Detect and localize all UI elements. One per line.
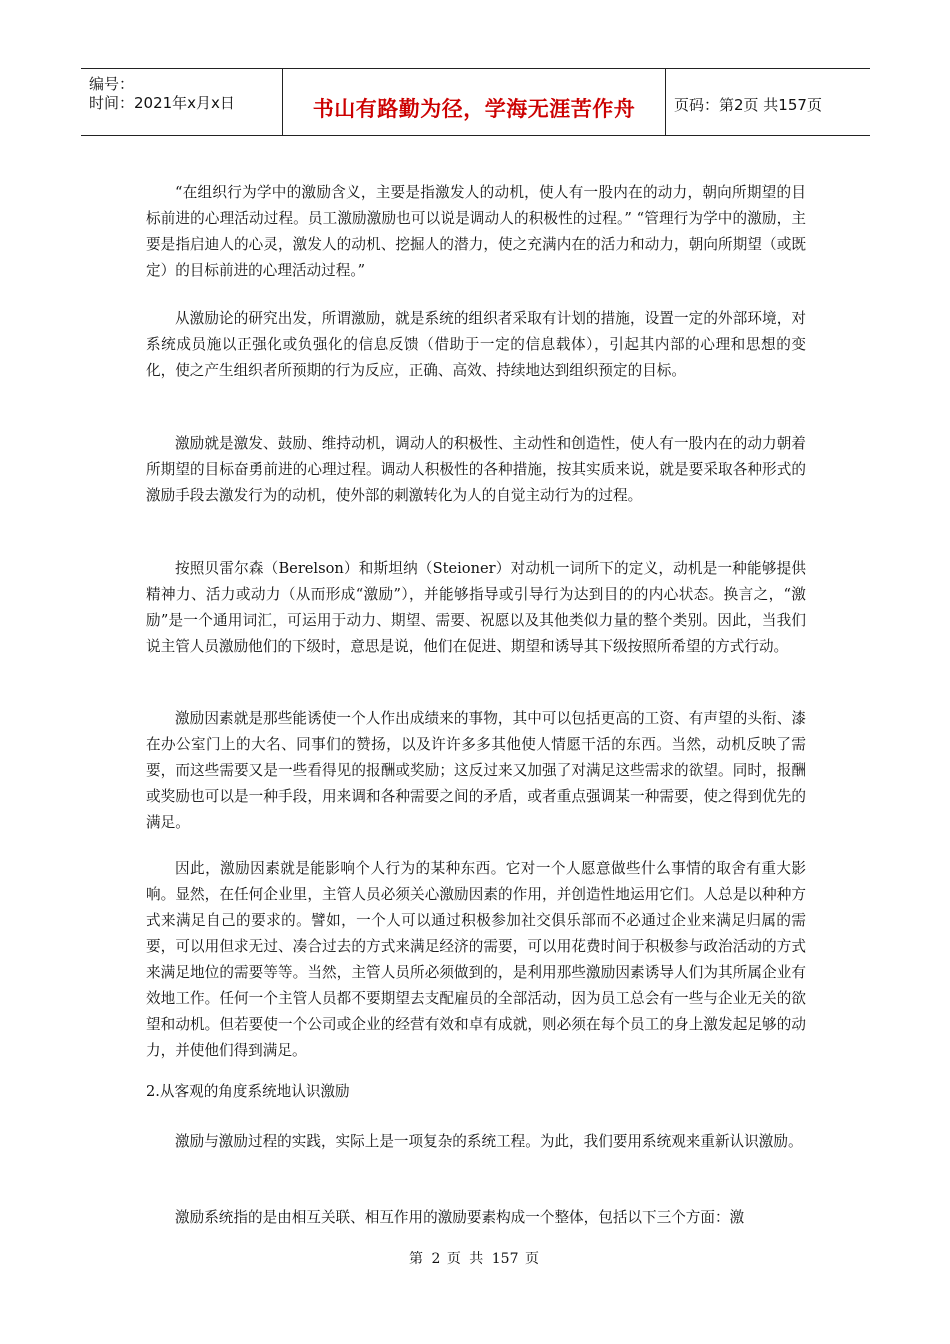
header-motto: 书山有路勤为径，学海无涯苦作舟 — [312, 97, 636, 121]
page-footer — [0, 1248, 950, 1268]
page-header — [81, 68, 870, 136]
body-paragraph: 按照贝雷尔森（Berelson）和斯坦纳（Steioner）对动机一词所下的定义，动机是一种能够提供精神力、活力或动力（从而形成“激励”），并能够指导或引导行为达到目的的内心状态。换言之，“激励”是一个通用词汇，可运用于动力、期望、需要、祝愿以及其他类似力量的整个类别。因此，当我们说主管人员激励他们的下级时，意思是说，他们在促进、期望和诱导其下级按照所希望的方式行动。 — [146, 560, 806, 655]
footer-prefix: 第 — [409, 1251, 426, 1267]
header-page-info: 页码：第2页 共157页 — [674, 96, 822, 114]
document-number-label: 编号： — [89, 75, 135, 93]
body-paragraph: 激励与激励过程的实践，实际上是一项复杂的系统工程。为此，我们要用系统观来重新认识激励。 — [175, 1133, 803, 1150]
header-motto-cell — [283, 69, 666, 135]
section-heading: 2.从客观的角度系统地认识激励 — [146, 1083, 350, 1100]
footer-total-pages: 157 — [491, 1251, 519, 1267]
body-paragraph: 激励系统指的是由相互关联、相互作用的激励要素构成一个整体，包括以下三个方面：激 — [175, 1209, 745, 1226]
footer-page-number: 2 — [431, 1251, 441, 1267]
body-paragraph: 激励就是激发、鼓励、维持动机，调动人的积极性、主动性和创造性，使人有一股内在的动力朝着所期望的目标奋勇前进的心理过程。调动人积极性的各种措施，按其实质来说，就是要采取各种形式的激励手段去激发行为的动机，使外部的刺激转化为人的自觉主动行为的过程。 — [146, 435, 806, 504]
body-paragraph: 因此，激励因素就是能影响个人行为的某种东西。它对一个人愿意做些什么事情的取舍有重大影响。显然，在任何企业里，主管人员必须关心激励因素的作用，并创造性地运用它们。人总是以种种方式来满足自己的要求的。譬如，一个人可以通过积极参加社交俱乐部而不必通过企业来满足归属的需要，可以用但求无过、凑合过去的方式来满足经济的需要，可以用花费时间于积极参与政治活动的方式来满足地位的需要等等。当然，主管人员所必须做到的，是利用那些激励因素诱导人们为其所属企业有效地工作。任何一个主管人员都不要期望去支配雇员的全部活动，因为员工总会有一些与企业无关的欲望和动机。但若要使一个公司或企业的经营有效和卓有成就，则必须在每个员工的身上激发起足够的动力，并使他们得到满足。 — [146, 860, 806, 1059]
header-page-cell — [666, 69, 870, 135]
footer-suffix: 页 — [524, 1251, 541, 1267]
body-paragraph: “在组织行为学中的激励含义，主要是指激发人的动机，使人有一股内在的动力，朝向所期望的目标前进的心理活动过程。员工激励激励也可以说是调动人的积极性的过程。” “管理行为学中的激励，主要是指启迪人的心灵，激发人的动机、挖掘人的潜力，使之充满内在的活力和动力，朝向所期望（或既定）的目标前进的心理活动过程。” — [146, 184, 806, 279]
body-paragraph: 从激励论的研究出发，所谓激励，就是系统的组织者采取有计划的措施，设置一定的外部环境，对系统成员施以正强化或负强化的信息反馈（借助于一定的信息载体），引起其内部的心理和思想的变化，使之产生组织者所预期的行为反应，正确、高效、持续地达到组织预定的目标。 — [146, 310, 806, 379]
document-time-label: 时间：2021年x月x日 — [89, 94, 235, 112]
header-meta-cell — [81, 69, 283, 135]
footer-middle: 页 共 — [446, 1251, 486, 1267]
body-paragraph: 激励因素就是那些能诱使一个人作出成绩来的事物，其中可以包括更高的工资、有声望的头衔、漆在办公室门上的大名、同事们的赞扬，以及许许多多其他使人情愿干活的东西。当然，动机反映了需要，而这些需要又是一些看得见的报酬或奖励；这反过来又加强了对满足这些需求的欲望。同时，报酬或奖励也可以是一种手段，用来调和各种需要之间的矛盾，或者重点强调某一种需要，使之得到优先的满足。 — [146, 710, 806, 831]
